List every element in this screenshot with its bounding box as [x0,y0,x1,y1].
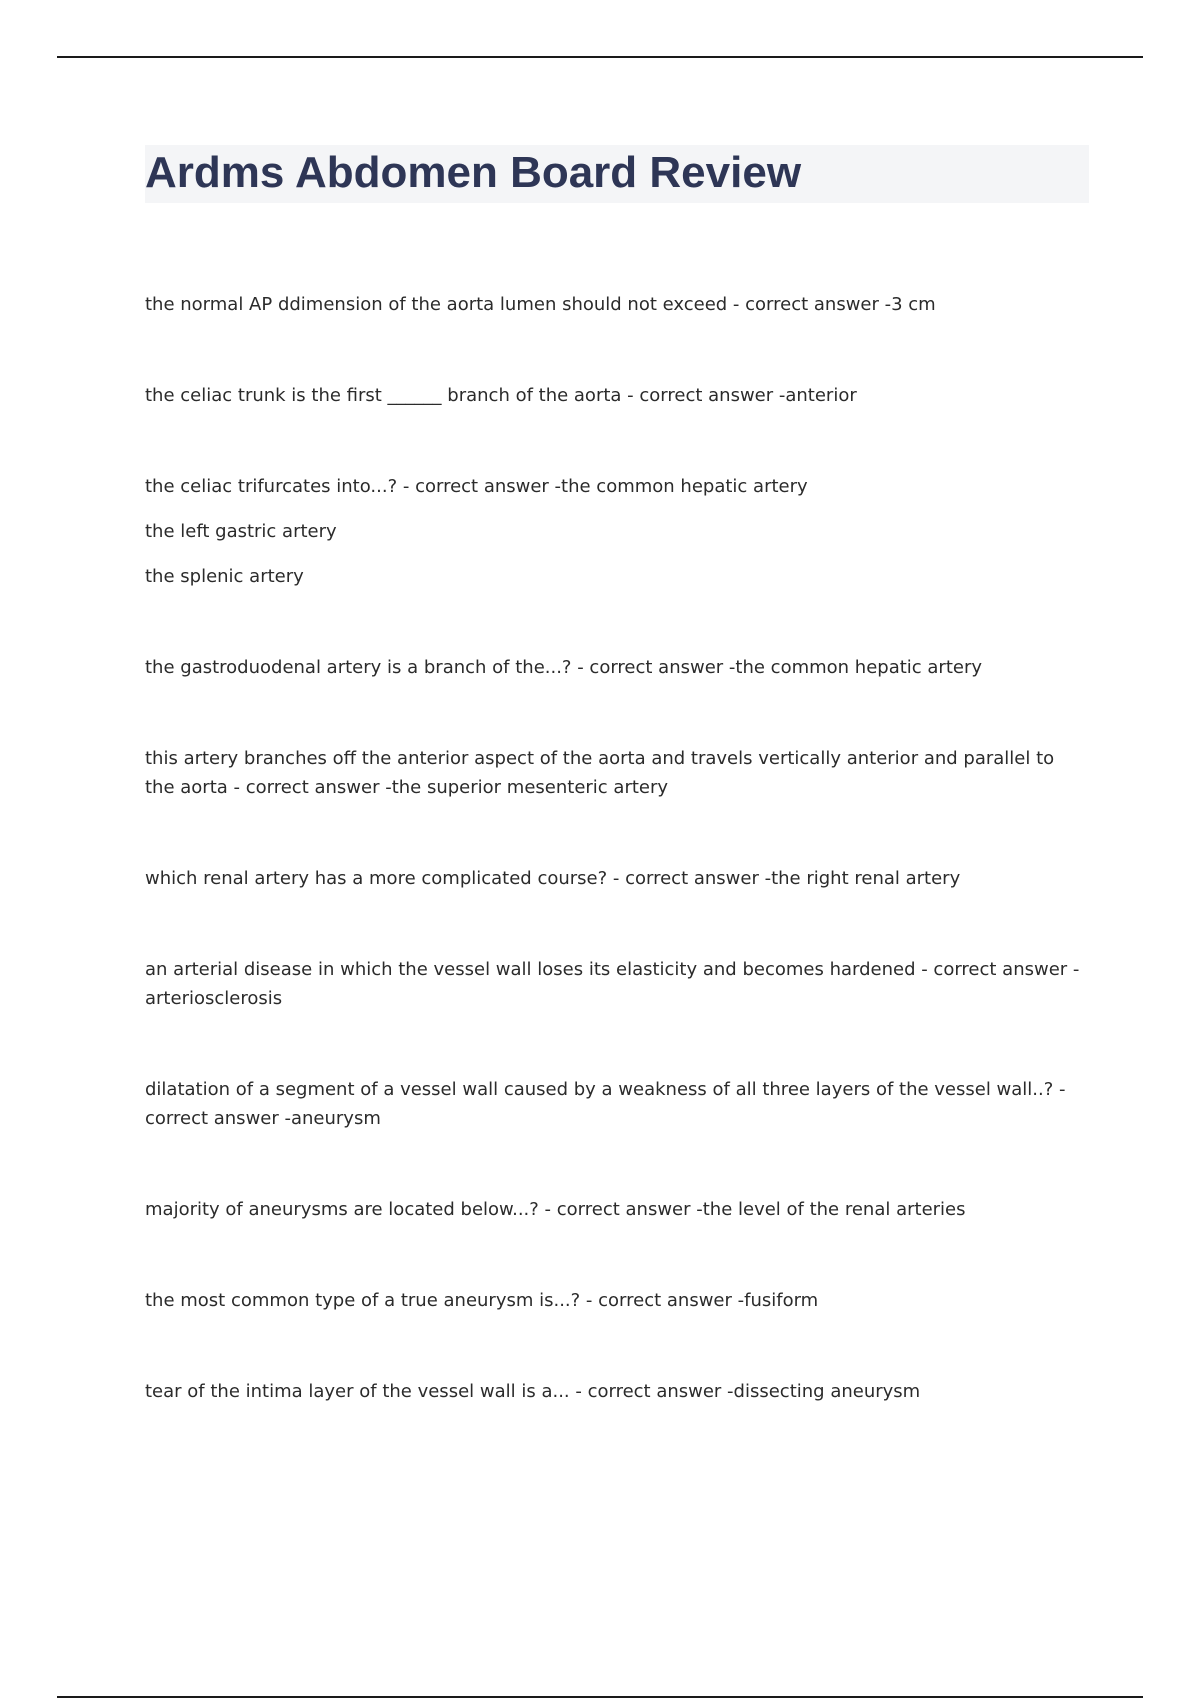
qa-text-continuation: the left gastric artery [145,521,337,542]
qa-text: dilatation of a segment of a vessel wall caused by a weakness of all three layers of the vessel wall..? - correct answer -aneurysm [145,1079,1066,1129]
qa-item [145,472,1085,591]
qa-item [145,955,1085,1013]
qa-item [145,1377,1085,1406]
qa-item [145,1286,1085,1315]
qa-text: the normal AP ddimension of the aorta lumen should not exceed - correct answer -3 cm [145,294,936,315]
qa-item [145,1075,1085,1133]
qa-text: majority of aneurysms are located below...? - correct answer -the level of the renal arteries [145,1199,966,1220]
qa-item [145,290,1085,319]
document-title: Ardms Abdomen Board Review [145,148,802,197]
qa-text: the celiac trunk is the first ______ branch of the aorta - correct answer -anterior [145,385,857,406]
header-rule [57,56,1143,58]
qa-text: the most common type of a true aneurysm is...? - correct answer -fusiform [145,1290,819,1311]
qa-text: the celiac trifurcates into...? - correct answer -the common hepatic artery [145,476,808,497]
qa-item [145,1195,1085,1224]
qa-item [145,744,1085,802]
qa-item [145,381,1085,410]
qa-list [145,290,1085,1468]
qa-item [145,653,1085,682]
qa-text: tear of the intima layer of the vessel wall is a... - correct answer -dissecting aneurysm [145,1381,921,1402]
qa-text: this artery branches off the anterior aspect of the aorta and travels vertically anterior and parallel to the aorta - correct answer -the superior mesenteric artery [145,748,1055,798]
qa-text-continuation: the splenic artery [145,566,304,587]
qa-text: the gastroduodenal artery is a branch of the...? - correct answer -the common hepatic artery [145,657,983,678]
qa-text: an arterial disease in which the vessel wall loses its elasticity and becomes hardened - correct answer -arteriosclerosis [145,959,1080,1009]
qa-text: which renal artery has a more complicated course? - correct answer -the right renal artery [145,868,961,889]
qa-item [145,864,1085,893]
footer-rule [57,1696,1143,1698]
